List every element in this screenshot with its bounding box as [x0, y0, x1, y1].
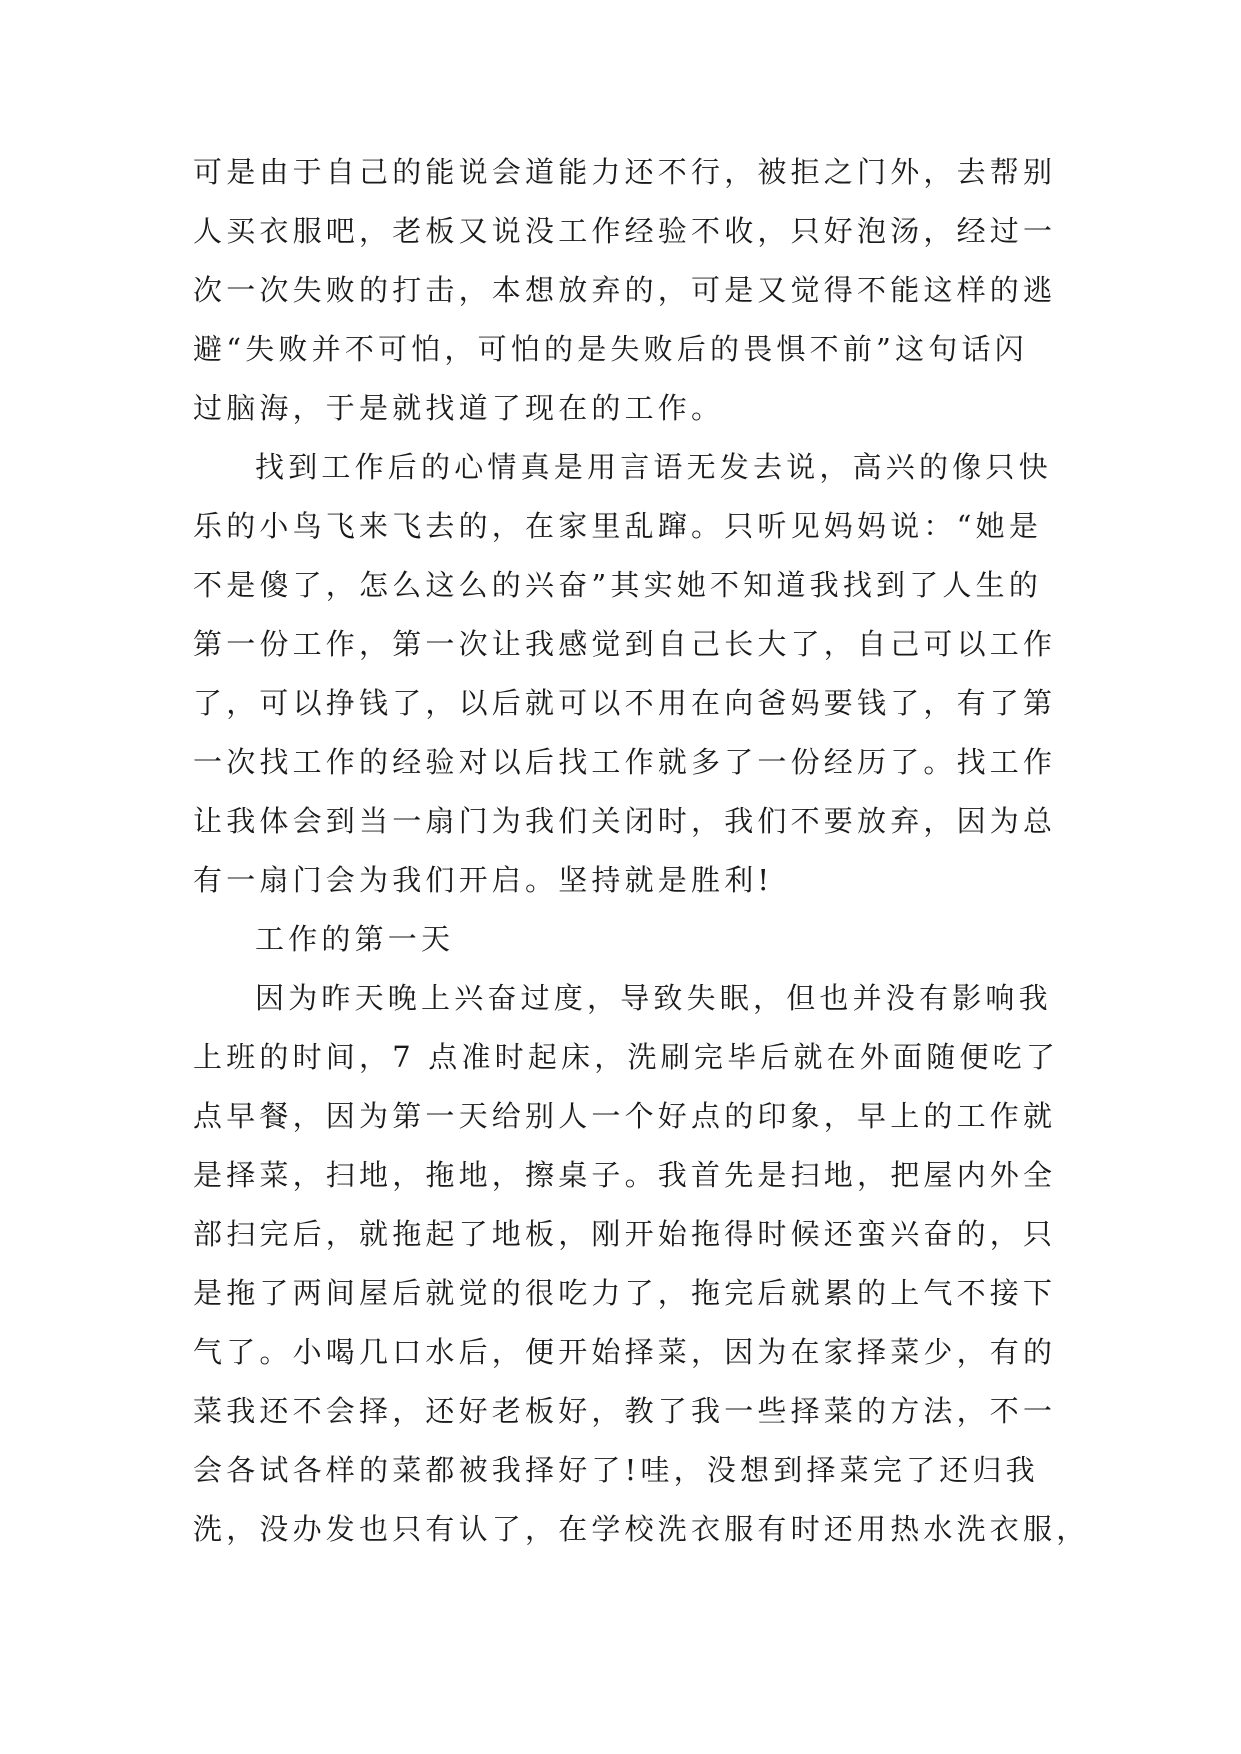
text-line: 乐的小鸟飞来飞去的，在家里乱蹿。只听见妈妈说：“她是: [193, 509, 1043, 543]
text-line: 第一份工作，第一次让我感觉到自己长大了，自己可以工作: [193, 627, 1057, 661]
text-line: 一次找工作的经验对以后找工作就多了一份经历了。找工作: [193, 745, 1057, 779]
text-line: 是拖了两间屋后就觉的很吃力了，拖完后就累的上气不接下: [193, 1276, 1057, 1310]
text-line: 避“失败并不可怕，可怕的是失败后的畏惧不前”这句话闪: [193, 332, 1028, 366]
text-line: 菜我还不会择，还好老板好，教了我一些择菜的方法，不一: [193, 1394, 1057, 1428]
text-line: 是择菜，扫地，拖地，擦桌子。我首先是扫地，把屋内外全: [193, 1158, 1057, 1192]
text-line: 部扫完后，就拖起了地板，刚开始拖得时候还蛮兴奋的，只: [193, 1217, 1057, 1251]
text-line: 了，可以挣钱了，以后就可以不用在向爸妈要钱了，有了第: [193, 686, 1057, 720]
text-line: 找到工作后的心情真是用言语无发去说，高兴的像只快: [255, 450, 1052, 484]
text-line: 可是由于自己的能说会道能力还不行，被拒之门外，去帮别: [193, 155, 1057, 189]
text-line: 次一次失败的打击，本想放弃的，可是又觉得不能这样的逃: [193, 273, 1057, 307]
text-line: 气了。小喝几口水后，便开始择菜，因为在家择菜少，有的: [193, 1335, 1057, 1369]
text-line: 上班的时间，7 点准时起床，洗刷完毕后就在外面随便吃了: [193, 1040, 1060, 1074]
text-line: 因为昨天晚上兴奋过度，导致失眠，但也并没有影响我: [255, 981, 1052, 1015]
text-line: 有一扇门会为我们开启。坚持就是胜利!: [193, 863, 774, 897]
text-line: 让我体会到当一扇门为我们关闭时，我们不要放弃，因为总: [193, 804, 1057, 838]
text-line: 洗，没办发也只有认了，在学校洗衣服有时还用热水洗衣服，: [193, 1512, 1090, 1546]
text-line: 人买衣服吧，老板又说没工作经验不收，只好泡汤，经过一: [193, 214, 1057, 248]
text-line: 不是傻了，怎么这么的兴奋”其实她不知道我找到了人生的: [193, 568, 1043, 602]
section-heading: 工作的第一天: [255, 922, 455, 956]
text-line: 点早餐，因为第一天给别人一个好点的印象，早上的工作就: [193, 1099, 1057, 1133]
text-line: 过脑海，于是就找道了现在的工作。: [193, 391, 725, 425]
text-line: 会各试各样的菜都被我择好了!哇，没想到择菜完了还归我: [193, 1453, 1039, 1487]
